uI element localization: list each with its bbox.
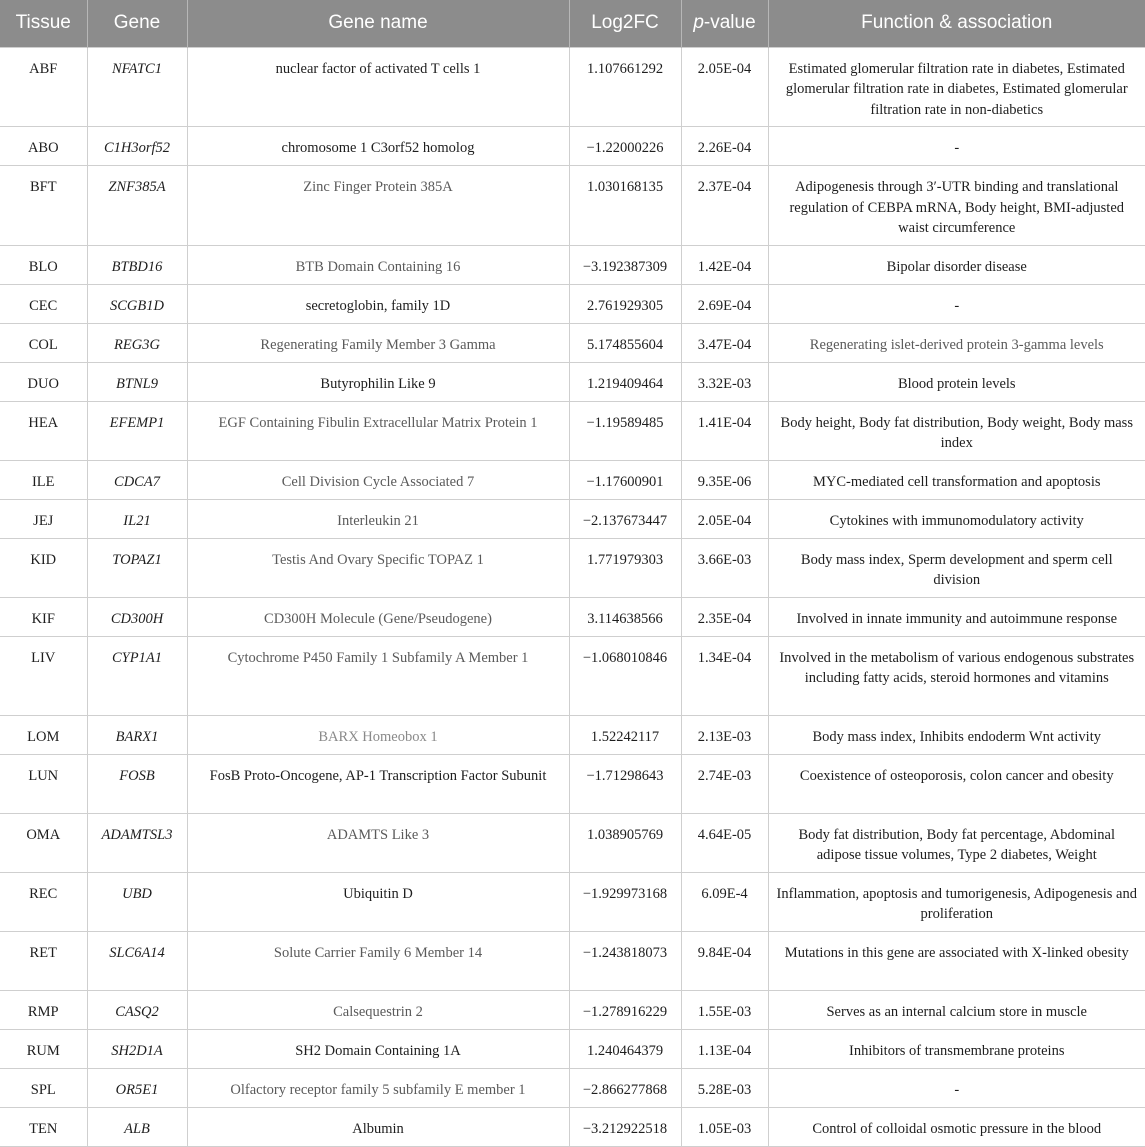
cell-log2fc: 1.52242117 <box>569 715 681 754</box>
cell-log2fc: −1.929973168 <box>569 872 681 931</box>
cell-tissue: KIF <box>0 597 87 636</box>
cell-tissue: ILE <box>0 460 87 499</box>
cell-gene: EFEMP1 <box>87 401 187 460</box>
cell-gene-name: BTB Domain Containing 16 <box>187 245 569 284</box>
cell-gene: NFATC1 <box>87 47 187 127</box>
table-row <box>0 1068 1145 1107</box>
header-pvalue <box>681 0 768 47</box>
cell-gene-name: Interleukin 21 <box>187 499 569 538</box>
cell-function: Blood protein levels <box>768 362 1145 401</box>
header-row <box>0 0 1145 47</box>
cell-log2fc: −2.137673447 <box>569 499 681 538</box>
cell-pvalue: 1.42E-04 <box>681 245 768 284</box>
cell-function: Body mass index, Sperm development and sperm cell division <box>768 538 1145 597</box>
table-row <box>0 166 1145 246</box>
cell-pvalue: 2.05E-04 <box>681 47 768 127</box>
table-row <box>0 47 1145 127</box>
cell-pvalue: 9.84E-04 <box>681 931 768 990</box>
cell-log2fc: −3.212922518 <box>569 1107 681 1146</box>
cell-function: - <box>768 127 1145 166</box>
cell-gene: C1H3orf52 <box>87 127 187 166</box>
cell-pvalue: 2.69E-04 <box>681 284 768 323</box>
cell-log2fc: −1.278916229 <box>569 990 681 1029</box>
cell-gene: IL21 <box>87 499 187 538</box>
cell-gene: TOPAZ1 <box>87 538 187 597</box>
cell-pvalue: 1.41E-04 <box>681 401 768 460</box>
table-row <box>0 872 1145 931</box>
cell-gene: FOSB <box>87 754 187 813</box>
cell-gene-name: Testis And Ovary Specific TOPAZ 1 <box>187 538 569 597</box>
header-tissue: Tissue <box>0 0 87 47</box>
cell-log2fc: −1.71298643 <box>569 754 681 813</box>
cell-gene: CD300H <box>87 597 187 636</box>
cell-log2fc: −1.17600901 <box>569 460 681 499</box>
cell-function: Estimated glomerular filtration rate in diabetes, Estimated glomerular filtration rate in diabetes, Estimated glomerular filtration rate in non-diabetics <box>768 47 1145 127</box>
cell-tissue: ABO <box>0 127 87 166</box>
cell-gene-name: secretoglobin, family 1D <box>187 284 569 323</box>
cell-tissue: RUM <box>0 1029 87 1068</box>
cell-gene: CYP1A1 <box>87 636 187 715</box>
cell-tissue: ABF <box>0 47 87 127</box>
table-row <box>0 245 1145 284</box>
cell-gene-name: BARX Homeobox 1 <box>187 715 569 754</box>
cell-function: Inhibitors of transmembrane proteins <box>768 1029 1145 1068</box>
cell-function: Adipogenesis through 3′-UTR binding and translational regulation of CEBPA mRNA, Body height, BMI-adjusted waist circumference <box>768 166 1145 246</box>
cell-pvalue: 5.28E-03 <box>681 1068 768 1107</box>
cell-tissue: OMA <box>0 813 87 872</box>
cell-tissue: LUN <box>0 754 87 813</box>
cell-tissue: BLO <box>0 245 87 284</box>
cell-gene-name: Ubiquitin D <box>187 872 569 931</box>
cell-pvalue: 9.35E-06 <box>681 460 768 499</box>
table-row <box>0 127 1145 166</box>
table-row <box>0 754 1145 813</box>
cell-function: Cytokines with immunomodulatory activity <box>768 499 1145 538</box>
cell-log2fc: 1.240464379 <box>569 1029 681 1068</box>
cell-gene-name: FosB Proto-Oncogene, AP-1 Transcription Factor Subunit <box>187 754 569 813</box>
cell-pvalue: 3.66E-03 <box>681 538 768 597</box>
cell-function: Coexistence of osteoporosis, colon cancer and obesity <box>768 754 1145 813</box>
table-row <box>0 813 1145 872</box>
table-row <box>0 362 1145 401</box>
table-row <box>0 499 1145 538</box>
cell-gene: OR5E1 <box>87 1068 187 1107</box>
cell-gene: CDCA7 <box>87 460 187 499</box>
table-row <box>0 401 1145 460</box>
cell-gene-name: EGF Containing Fibulin Extracellular Matrix Protein 1 <box>187 401 569 460</box>
table-row <box>0 636 1145 715</box>
cell-tissue: KID <box>0 538 87 597</box>
cell-function: Serves as an internal calcium store in muscle <box>768 990 1145 1029</box>
cell-pvalue: 2.13E-03 <box>681 715 768 754</box>
cell-log2fc: −3.192387309 <box>569 245 681 284</box>
cell-gene-name: CD300H Molecule (Gene/Pseudogene) <box>187 597 569 636</box>
table-row <box>0 931 1145 990</box>
cell-function: Mutations in this gene are associated with X-linked obesity <box>768 931 1145 990</box>
cell-pvalue: 2.26E-04 <box>681 127 768 166</box>
cell-function: Bipolar disorder disease <box>768 245 1145 284</box>
cell-pvalue: 2.37E-04 <box>681 166 768 246</box>
cell-tissue: REC <box>0 872 87 931</box>
cell-tissue: RET <box>0 931 87 990</box>
table-row <box>0 597 1145 636</box>
cell-gene-name: Cell Division Cycle Associated 7 <box>187 460 569 499</box>
cell-pvalue: 2.35E-04 <box>681 597 768 636</box>
cell-function: Inflammation, apoptosis and tumorigenesis, Adipogenesis and proliferation <box>768 872 1145 931</box>
cell-gene: BTBD16 <box>87 245 187 284</box>
cell-pvalue: 1.34E-04 <box>681 636 768 715</box>
table-row <box>0 1107 1145 1146</box>
cell-gene: ZNF385A <box>87 166 187 246</box>
cell-function: Body height, Body fat distribution, Body weight, Body mass index <box>768 401 1145 460</box>
cell-tissue: HEA <box>0 401 87 460</box>
cell-pvalue: 1.05E-03 <box>681 1107 768 1146</box>
table-body <box>0 47 1145 1146</box>
cell-tissue: TEN <box>0 1107 87 1146</box>
header-gene-name: Gene name <box>187 0 569 47</box>
cell-function: MYC-mediated cell transformation and apoptosis <box>768 460 1145 499</box>
cell-gene: BTNL9 <box>87 362 187 401</box>
cell-gene: CASQ2 <box>87 990 187 1029</box>
cell-gene-name: chromosome 1 C3orf52 homolog <box>187 127 569 166</box>
cell-log2fc: −1.22000226 <box>569 127 681 166</box>
table-header <box>0 0 1145 47</box>
cell-pvalue: 4.64E-05 <box>681 813 768 872</box>
cell-gene-name: SH2 Domain Containing 1A <box>187 1029 569 1068</box>
cell-pvalue: 3.47E-04 <box>681 323 768 362</box>
cell-gene: UBD <box>87 872 187 931</box>
header-pvalue-rest: -value <box>703 12 756 34</box>
cell-tissue: CEC <box>0 284 87 323</box>
cell-gene-name: Olfactory receptor family 5 subfamily E member 1 <box>187 1068 569 1107</box>
cell-gene: SH2D1A <box>87 1029 187 1068</box>
cell-log2fc: 1.771979303 <box>569 538 681 597</box>
cell-pvalue: 2.74E-03 <box>681 754 768 813</box>
cell-function: Body fat distribution, Body fat percentage, Abdominal adipose tissue volumes, Type 2 diabetes, Weight <box>768 813 1145 872</box>
cell-pvalue: 1.55E-03 <box>681 990 768 1029</box>
cell-log2fc: 5.174855604 <box>569 323 681 362</box>
table-row <box>0 284 1145 323</box>
table-row <box>0 1029 1145 1068</box>
cell-pvalue: 1.13E-04 <box>681 1029 768 1068</box>
cell-log2fc: 1.219409464 <box>569 362 681 401</box>
cell-function: Involved in the metabolism of various endogenous substrates including fatty acids, steroid hormones and vitamins <box>768 636 1145 715</box>
cell-gene: REG3G <box>87 323 187 362</box>
table-row <box>0 323 1145 362</box>
cell-log2fc: 3.114638566 <box>569 597 681 636</box>
cell-function: Regenerating islet-derived protein 3-gamma levels <box>768 323 1145 362</box>
cell-gene-name: Solute Carrier Family 6 Member 14 <box>187 931 569 990</box>
cell-function: - <box>768 1068 1145 1107</box>
table-row <box>0 715 1145 754</box>
header-gene: Gene <box>87 0 187 47</box>
cell-gene-name: Regenerating Family Member 3 Gamma <box>187 323 569 362</box>
cell-tissue: DUO <box>0 362 87 401</box>
cell-tissue: JEJ <box>0 499 87 538</box>
cell-gene-name: Calsequestrin 2 <box>187 990 569 1029</box>
cell-pvalue: 3.32E-03 <box>681 362 768 401</box>
cell-pvalue: 6.09E-4 <box>681 872 768 931</box>
cell-tissue: RMP <box>0 990 87 1029</box>
cell-log2fc: −1.19589485 <box>569 401 681 460</box>
cell-tissue: LIV <box>0 636 87 715</box>
cell-gene: ALB <box>87 1107 187 1146</box>
cell-function: - <box>768 284 1145 323</box>
cell-log2fc: 1.030168135 <box>569 166 681 246</box>
cell-tissue: SPL <box>0 1068 87 1107</box>
table-row <box>0 460 1145 499</box>
cell-gene: ADAMTSL3 <box>87 813 187 872</box>
cell-function: Body mass index, Inhibits endoderm Wnt activity <box>768 715 1145 754</box>
cell-gene: BARX1 <box>87 715 187 754</box>
cell-log2fc: −2.866277868 <box>569 1068 681 1107</box>
cell-gene-name: ADAMTS Like 3 <box>187 813 569 872</box>
cell-gene-name: nuclear factor of activated T cells 1 <box>187 47 569 127</box>
cell-gene-name: Albumin <box>187 1107 569 1146</box>
cell-log2fc: 2.761929305 <box>569 284 681 323</box>
cell-gene-name: Cytochrome P450 Family 1 Subfamily A Member 1 <box>187 636 569 715</box>
cell-gene-name: Zinc Finger Protein 385A <box>187 166 569 246</box>
cell-function: Control of colloidal osmotic pressure in the blood <box>768 1107 1145 1146</box>
cell-log2fc: 1.107661292 <box>569 47 681 127</box>
table-row <box>0 990 1145 1029</box>
cell-tissue: LOM <box>0 715 87 754</box>
cell-log2fc: −1.068010846 <box>569 636 681 715</box>
header-log2fc: Log2FC <box>569 0 681 47</box>
cell-tissue: BFT <box>0 166 87 246</box>
cell-log2fc: 1.038905769 <box>569 813 681 872</box>
cell-log2fc: −1.243818073 <box>569 931 681 990</box>
cell-tissue: COL <box>0 323 87 362</box>
cell-gene: SCGB1D <box>87 284 187 323</box>
header-pvalue-p: p <box>693 12 704 34</box>
cell-gene-name: Butyrophilin Like 9 <box>187 362 569 401</box>
cell-pvalue: 2.05E-04 <box>681 499 768 538</box>
cell-function: Involved in innate immunity and autoimmune response <box>768 597 1145 636</box>
cell-gene: SLC6A14 <box>87 931 187 990</box>
header-function: Function & association <box>861 12 1053 34</box>
table-row <box>0 538 1145 597</box>
